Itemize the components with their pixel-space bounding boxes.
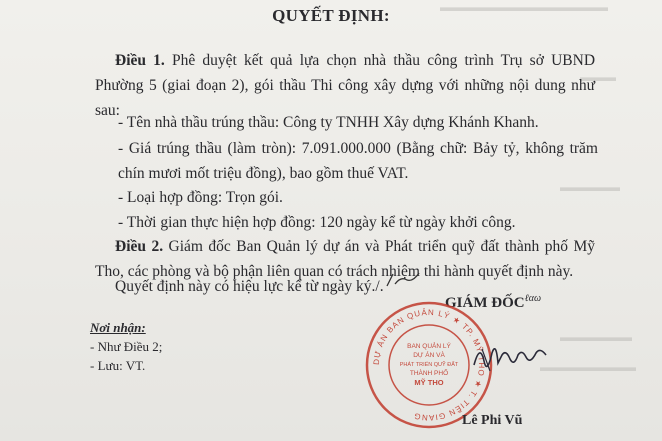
- recipients-block: [90, 318, 162, 375]
- stamp-line: DỰ ÁN VÀ: [413, 352, 445, 359]
- bullet-contract-type: - Loại hợp đồng: Trọn gói.: [118, 189, 283, 206]
- bullet-contractor: - Tên nhà thầu trúng thầu: Công ty TNHH Xây dựng Khánh Khanh.: [118, 114, 539, 131]
- stamp-line: BAN QUẢN LÝ: [407, 343, 451, 350]
- bleed-through-text: ▬▬▬▬▬▬: [560, 330, 632, 344]
- article-1-text: Phê duyệt kết quả lựa chọn nhà thầu công trình Trụ sở UBND Phường 5 (giai đoạn 2), gói thầu Thi công xây dựng với những nội dung như sau:: [95, 52, 596, 119]
- stamp-line: MỸ THO: [414, 378, 444, 387]
- handwritten-signature-icon: [470, 335, 550, 380]
- document-title: QUYẾT ĐỊNH:: [272, 6, 390, 25]
- recipient-item: - Như Điều 2;: [90, 339, 163, 354]
- bullet-duration: - Thời gian thực hiện hợp đồng: 120 ngày kể từ ngày khởi công.: [118, 214, 516, 231]
- stamp-ring-text: DỰ ÁN BAN QUẢN LÝ ★ TP. MỸ THO ★ T. TIỀN GIANG: [371, 307, 487, 423]
- initials-mark-icon: [385, 270, 425, 290]
- bullet-price: - Giá trúng thầu (làm tròn): 7.091.000.000 (Bằng chữ: Bảy tỷ, không trăm chín mươi mốt triệu đồng), bao gồm thuế VAT.: [118, 140, 598, 182]
- effective-clause: Quyết định này có hiệu lực kể từ ngày ký./.: [115, 278, 384, 295]
- recipients-heading: Nơi nhận:: [90, 320, 146, 335]
- stamp-line: THÀNH PHỐ: [409, 370, 449, 377]
- article-2-text: Giám đốc Ban Quản lý dự án và Phát triển quỹ đất thành phố Mỹ Tho, các phòng và bộ phận liên quan có trách nhiệm thi hành quyết định này.: [95, 238, 595, 280]
- signer-title-text: GIÁM ĐỐC: [445, 295, 525, 311]
- bleed-through-text: ▬▬▬: [580, 70, 616, 84]
- bleed-through-text: ▬▬▬▬▬▬▬▬: [540, 360, 636, 374]
- stamp-line: PHÁT TRIỂN QUỸ ĐẤT: [399, 362, 459, 368]
- bleed-through-text: ▬▬▬▬▬▬▬▬▬▬▬▬▬▬: [440, 0, 608, 14]
- bleed-through-text: ▬▬▬▬▬: [560, 180, 620, 194]
- recipient-item: - Lưu: VT.: [90, 358, 146, 373]
- signer-name: Lê Phi Vũ: [462, 413, 523, 428]
- article-2-label: Điều 2.: [115, 238, 164, 255]
- article-1-label: Điều 1.: [115, 52, 165, 69]
- initials-scribble-icon: ℓαω: [524, 293, 542, 304]
